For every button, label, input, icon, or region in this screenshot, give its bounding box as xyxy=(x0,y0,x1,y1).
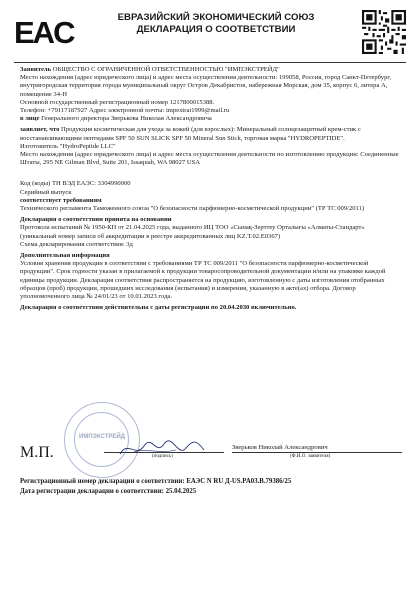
basis-text: Протокола испытаний № 1950-КП от 21.04.2025 года, выданного ИЦ ТОО «Сынақ-Зерттеу Орталығы «Алматы-Стандарт» (уникальный номер записи об аккредитации в реестре аккредитованных лиц KZ.T.02.E0367) xyxy=(20,224,365,240)
applicant-person xyxy=(20,115,402,123)
person-label: в лице xyxy=(20,115,40,123)
registration-number: ЕАЭС N RU Д-US.PA03.B.79386/25 xyxy=(186,478,292,485)
registration-date-label: Дата регистрации декларации о соответствии: xyxy=(20,488,164,495)
person-name: Генерального директора Зверькова Николая Александровича xyxy=(41,115,212,123)
manufacturer-name: "HydroPeptide LLC" xyxy=(59,142,116,150)
batch-type: Серийный выпуск xyxy=(20,188,72,196)
basis-label: Декларация о соответствии принята на основании xyxy=(20,216,172,224)
declaration-body xyxy=(20,66,402,315)
registration-date: 25.04.2025 xyxy=(165,488,197,495)
product-description: Продукция косметическая для ухода за кожей (для взрослых): Минеральный солнцезащитный крем-стик с восстанавливающими пептидами SPF 50 SUN SLICK SPF 50 Mineral Sun Stick, торговая марка "HYDROPEPTIDE". xyxy=(20,126,361,142)
tn-ved-code: Код (коды) ТН ВЭД ЕАЭС: 3304990000 xyxy=(20,180,131,188)
validity-date: 20.04.2030 xyxy=(219,304,250,312)
mp-label: М.П. xyxy=(20,444,54,461)
applicant-address: Место нахождения (адрес юридического лица) и адрес места осуществления деятельности: 199058, Россия, город Санкт-Петербург, внутригородская территория города муниципальный округ Остров Декабристов, набережная Морская, дом 35, корпус 6, литера А, помещение 34-Н xyxy=(20,74,391,98)
applicant-section xyxy=(20,66,402,123)
validity-prefix: Декларация о соответствии действительна с даты регистрации по xyxy=(20,304,219,312)
registration-date-line xyxy=(20,487,402,497)
product-label: заявляет, что xyxy=(20,126,60,134)
header-divider xyxy=(14,62,406,63)
requirements-label: соответствует требованиям xyxy=(20,196,102,204)
signature-block xyxy=(20,442,402,472)
applicant-ogrn: Основной государственный регистрационный номер 1217800015388. xyxy=(20,98,215,106)
qr-code-icon xyxy=(362,10,406,54)
registration-number-label: Регистрационный номер декларации о соответствии: xyxy=(20,478,185,485)
requirements-text: Технического регламента Таможенного союза "О безопасности парфюмерно-косметической продукции" (ТР ТС 009/2011) xyxy=(20,205,365,213)
additional-label: Дополнительная информация xyxy=(20,252,110,260)
document-heading xyxy=(96,12,336,36)
manufacturer-address: Место нахождения (адрес юридического лица) и адрес места осуществления деятельности по изготовлению продукции: Соединенные Штаты, 295 NE Gilman Blvd, Suite 201, Issaquah, WA 98027 USA xyxy=(20,151,399,167)
additional-section xyxy=(20,252,402,301)
signer-name: Зверьков Николай Александрович xyxy=(232,444,328,451)
signature-line xyxy=(104,452,224,453)
codes-section xyxy=(20,180,402,213)
applicant-name: ОБЩЕСТВО С ОГРАНИЧЕННОЙ ОТВЕТСТВЕННОСТЬЮ "ИМПЭКСТРЕЙД" xyxy=(52,66,280,73)
seal-text: ИМПЭКСТРЕЙД xyxy=(79,434,125,440)
applicant-label: Заявитель xyxy=(20,66,52,73)
basis-section xyxy=(20,216,402,249)
declaration-title: ДЕКЛАРАЦИЯ О СООТВЕТСТВИИ xyxy=(136,24,296,35)
registration-section xyxy=(20,477,402,497)
eac-logo: EAC xyxy=(14,15,74,50)
manufacturer-label: Изготовитель xyxy=(20,142,58,150)
document-header xyxy=(14,10,406,60)
registration-number-line xyxy=(20,477,402,487)
signer-caption: (Ф.И.О. заявителя) xyxy=(290,454,331,459)
validity-line xyxy=(20,304,402,312)
product-section xyxy=(20,126,402,167)
additional-text: Условия хранения продукции в соответствии с требованиями ТР ТС 009/2011 "О безопасности парфюмерно-косметической продукции". Срок годности указан в прилагаемой к продукции товаросопроводительной документации и/или на упаковке каждой единицы продукции. Декларация соответствия распространяется на продукцию, изготовленную с даты изготовления отобранных образцов (проб) продукции, прошедших исследования (испытания) и измерения, указанную в акте(ах) отбора. Договор уполномоченного лица № 24/01/23 от 10.01.2023 года. xyxy=(20,260,386,301)
signature-caption: (подпись) xyxy=(152,454,173,459)
union-title: ЕВРАЗИЙСКИЙ ЭКОНОМИЧЕСКИЙ СОЮЗ xyxy=(117,12,315,23)
applicant-contacts: Телефон: +79117187927 Адрес электронной почты: impextrai1999@mail.ru xyxy=(20,107,230,115)
validity-suffix: включительно. xyxy=(251,304,297,312)
manufacturer-line xyxy=(20,143,402,151)
basis-scheme: Схема декларирования соответствия: 3д xyxy=(20,240,133,248)
signer-line xyxy=(232,452,402,453)
